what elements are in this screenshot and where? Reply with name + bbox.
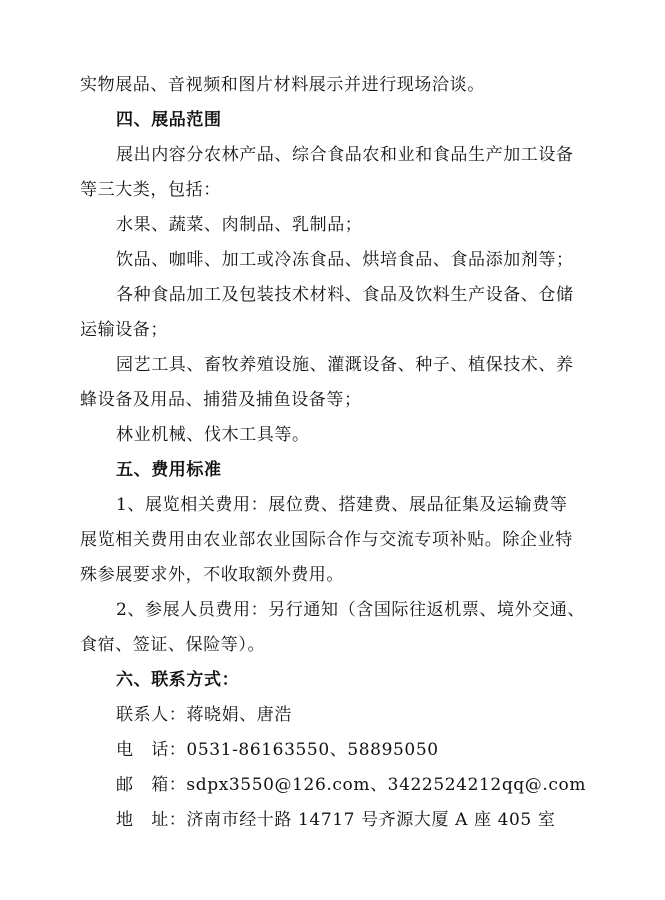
contact-email: 邮 箱：sdpx3550@126.com、3422524212qq@.com	[116, 775, 587, 795]
body-text-line: 1、展览相关费用：展位费、搭建费、展品征集及运输费等	[116, 495, 568, 515]
body-text-line: 林业机械、伐木工具等。	[116, 425, 310, 445]
body-text-line: 等三大类，包括：	[80, 180, 221, 200]
body-text-line: 各种食品加工及包装技术材料、食品及饮料生产设备、仓储	[116, 285, 574, 305]
body-text-line: 运输设备；	[80, 320, 168, 340]
section-heading-contact: 六、联系方式：	[116, 670, 240, 690]
body-text-line: 水果、蔬菜、肉制品、乳制品；	[116, 215, 363, 235]
body-text-line: 蜂设备及用品、捕猎及捕鱼设备等；	[80, 390, 362, 410]
body-text-line: 展出内容分农林产品、综合食品农和业和食品生产加工设备	[116, 145, 574, 165]
body-text-line: 园艺工具、畜牧养殖设施、灌溉设备、种子、植保技术、养	[116, 355, 574, 375]
contact-phone: 电 话：0531-86163550、58895050	[116, 740, 439, 760]
body-text-line: 2、参展人员费用：另行通知（含国际往返机票、境外交通、	[116, 600, 586, 620]
section-heading-fee-standard: 五、费用标准	[116, 460, 222, 480]
body-text-line: 食宿、签证、保险等）。	[80, 635, 266, 655]
body-text-line: 展览相关费用由农业部农业国际合作与交流专项补贴。除企业特	[80, 530, 573, 550]
contact-person: 联系人：蒋晓娟、唐浩	[116, 705, 292, 725]
contact-address: 地 址：济南市经十路 14717 号齐源大厦 A 座 405 室	[116, 810, 556, 830]
body-text-line: 殊参展要求外，不收取额外费用。	[80, 565, 344, 585]
body-text-line: 实物展品、音视频和图片材料展示并进行现场洽谈。	[80, 75, 485, 95]
body-text-line: 饮品、咖啡、加工或冷冻食品、烘培食品、食品添加剂等；	[116, 250, 574, 270]
section-heading-exhibit-scope: 四、展品范围	[116, 110, 222, 130]
